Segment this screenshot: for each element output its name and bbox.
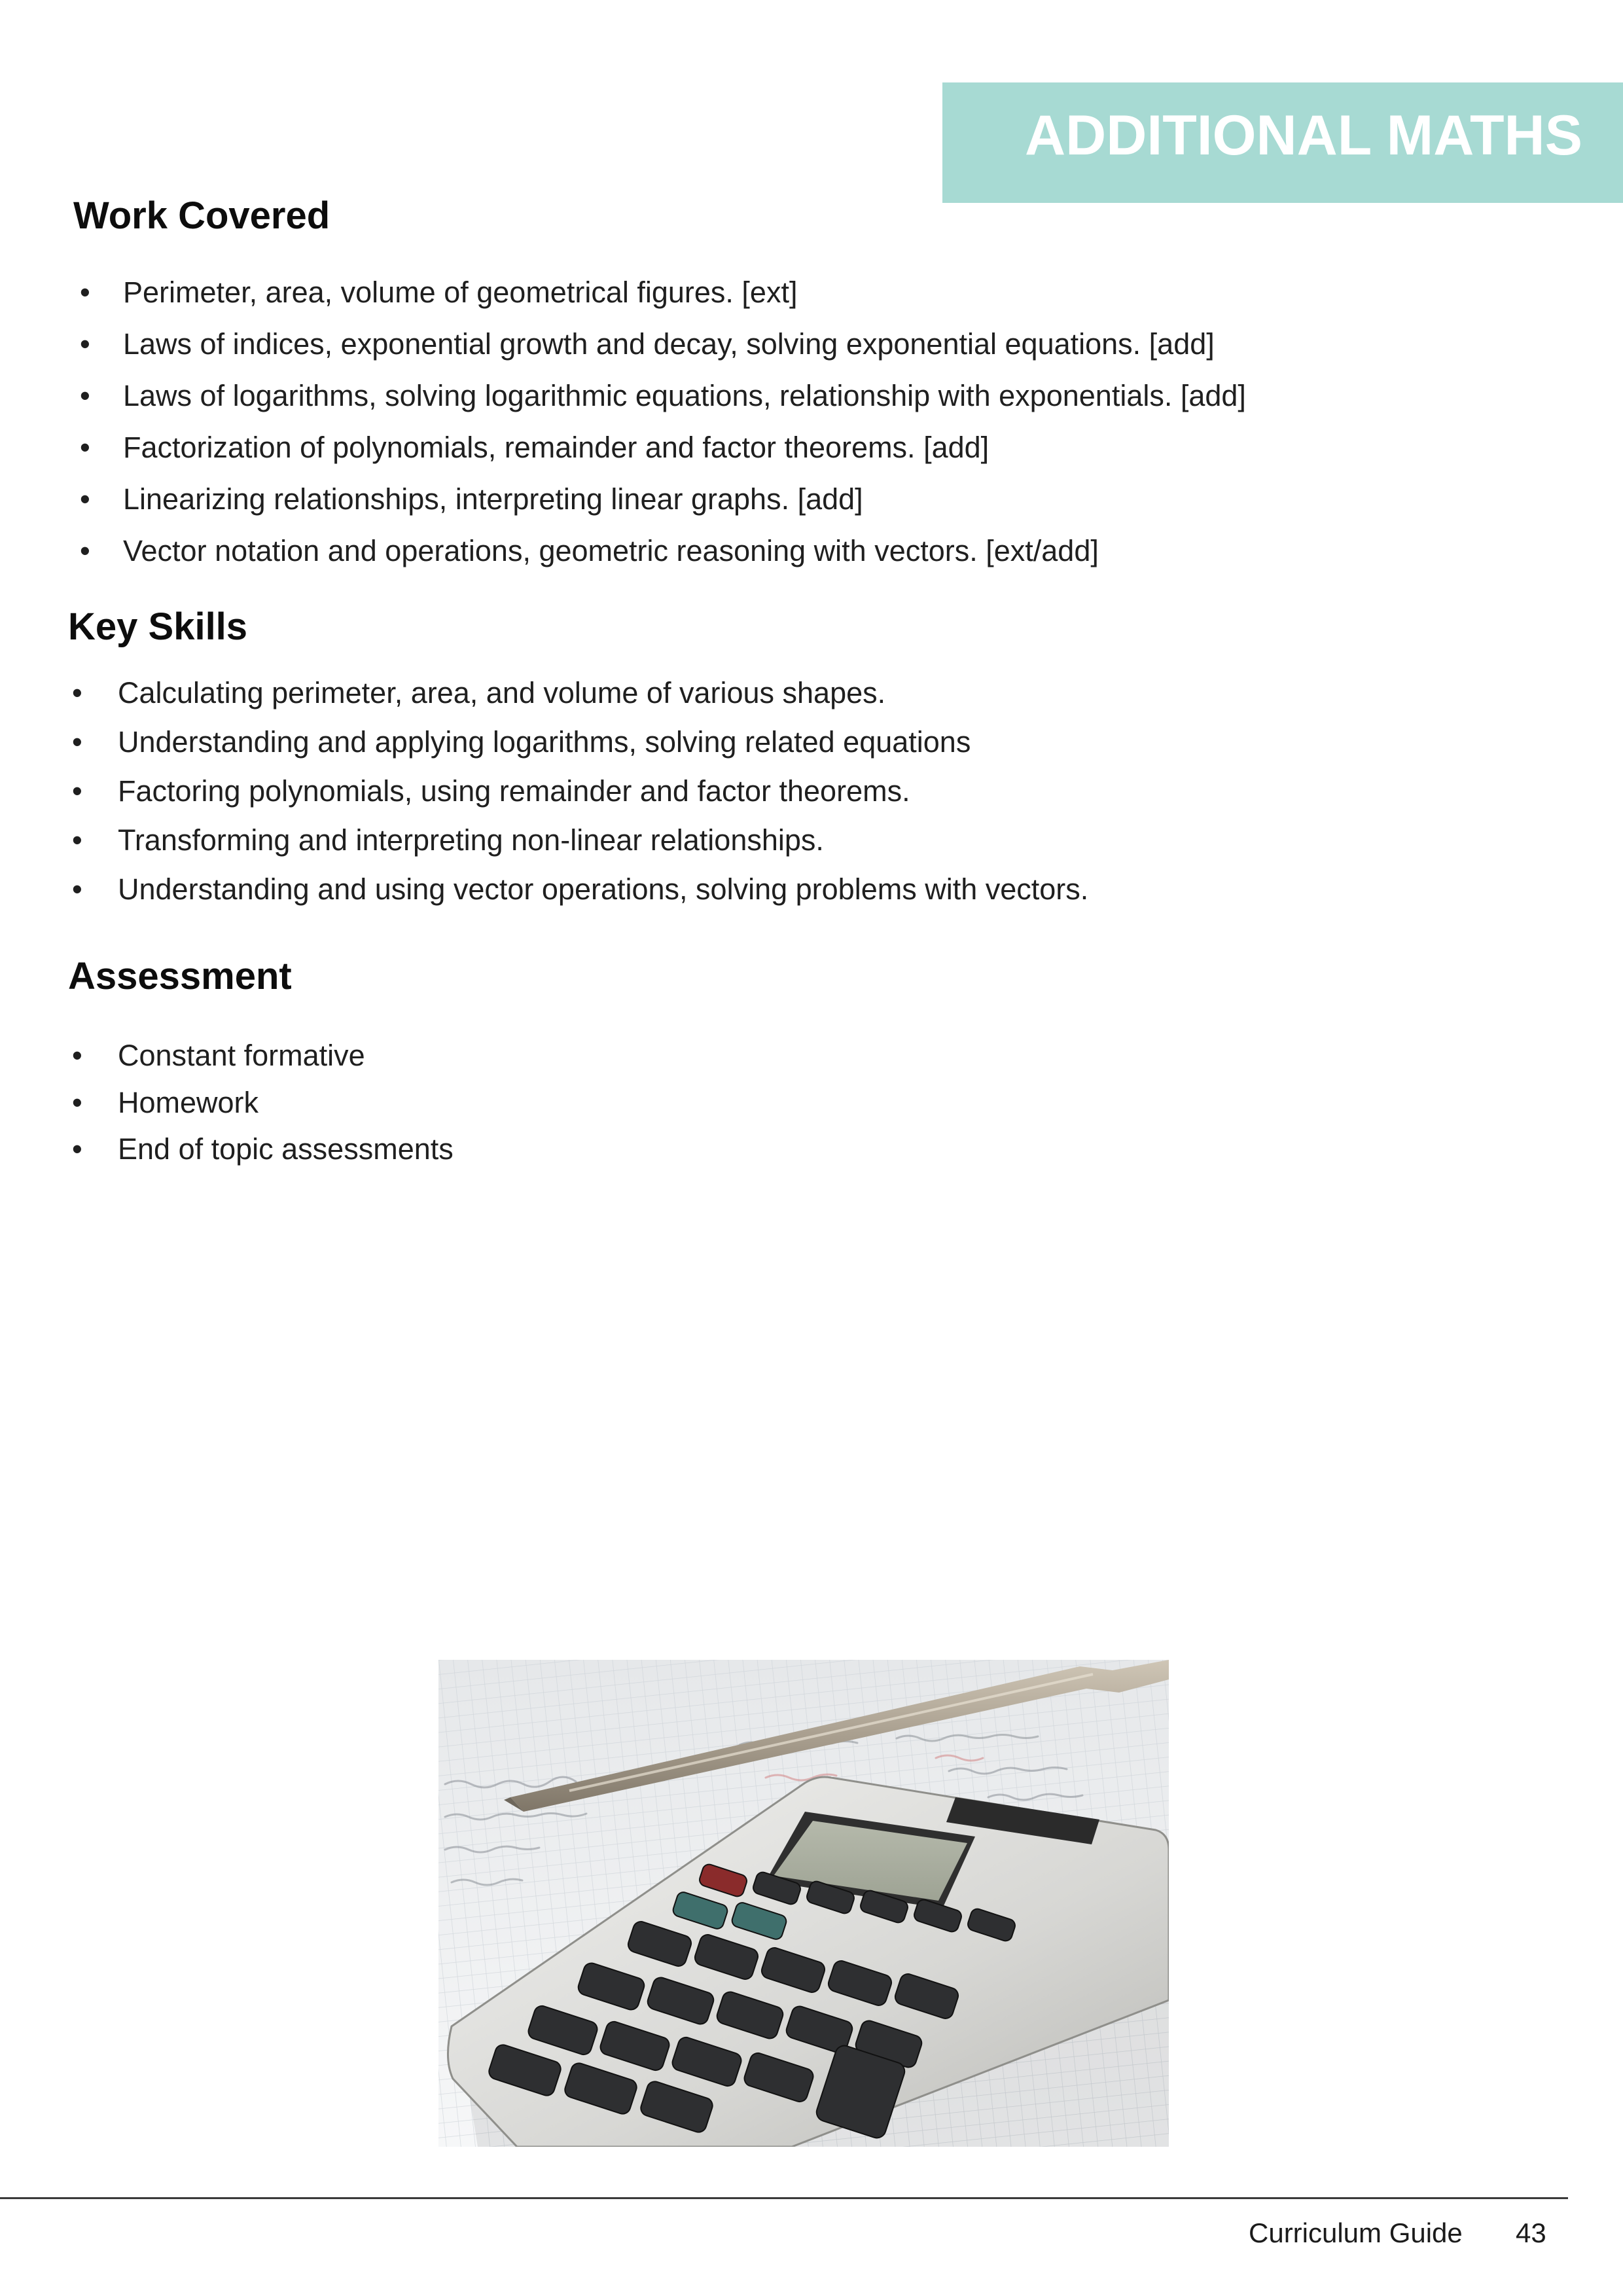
bullet-icon: • (72, 1039, 82, 1072)
bullet-icon: • (72, 1085, 82, 1119)
bullet-icon: • (72, 774, 82, 808)
bullet-icon: • (72, 676, 82, 709)
list-item: • Laws of indices, exponential growth and decay, solving exponential equations. [add] (123, 321, 1246, 373)
banner-title: ADDITIONAL MATHS (1025, 104, 1582, 167)
bullet-icon: • (80, 482, 90, 516)
bullet-icon: • (72, 1132, 82, 1166)
list-item: • Homework (118, 1080, 454, 1127)
list-item: • Understanding and applying logarithms, solving related equations (118, 719, 1088, 768)
bullet-icon: • (72, 823, 82, 857)
section-banner (942, 82, 1623, 203)
footer-divider (0, 2197, 1568, 2199)
bullet-icon: • (80, 276, 90, 309)
key-skills-list (72, 670, 1089, 916)
list-item: • Factorization of polynomials, remainder and factor theorems. [add] (123, 425, 1246, 476)
list-item: • Perimeter, area, volume of geometrical figures. [ext] (123, 270, 1246, 321)
bullet-icon: • (72, 872, 82, 906)
footer-label: Curriculum Guide (1249, 2217, 1463, 2248)
list-item: • Factoring polynomials, using remainder and factor theorems. (118, 768, 1088, 817)
bullet-icon: • (80, 431, 90, 464)
list-item: • Laws of logarithms, solving logarithmic equations, relationship with exponentials. [add] (123, 373, 1246, 425)
page-number: 43 (1516, 2217, 1546, 2248)
bullet-icon: • (80, 379, 90, 412)
assessment-list (72, 1033, 454, 1174)
calculator-illustration (438, 1660, 1169, 2147)
bullet-icon: • (72, 725, 82, 759)
list-item: • Understanding and using vector operations, solving problems with vectors. (118, 867, 1088, 916)
list-item: • Constant formative (118, 1033, 454, 1080)
key-skills-heading: Key Skills (68, 605, 248, 648)
calculator-photo (438, 1660, 1169, 2147)
assessment-heading: Assessment (68, 955, 292, 997)
list-item: • Linearizing relationships, interpreting linear graphs. [add] (123, 476, 1246, 528)
list-item: • Vector notation and operations, geometric reasoning with vectors. [ext/add] (123, 528, 1246, 580)
bullet-icon: • (80, 327, 90, 361)
bullet-icon: • (80, 534, 90, 567)
list-item: • Transforming and interpreting non-linear relationships. (118, 817, 1088, 867)
work-covered-heading: Work Covered (73, 194, 330, 237)
work-covered-list (80, 270, 1246, 580)
list-item: • Calculating perimeter, area, and volume of various shapes. (118, 670, 1088, 719)
list-item: • End of topic assessments (118, 1126, 454, 1174)
